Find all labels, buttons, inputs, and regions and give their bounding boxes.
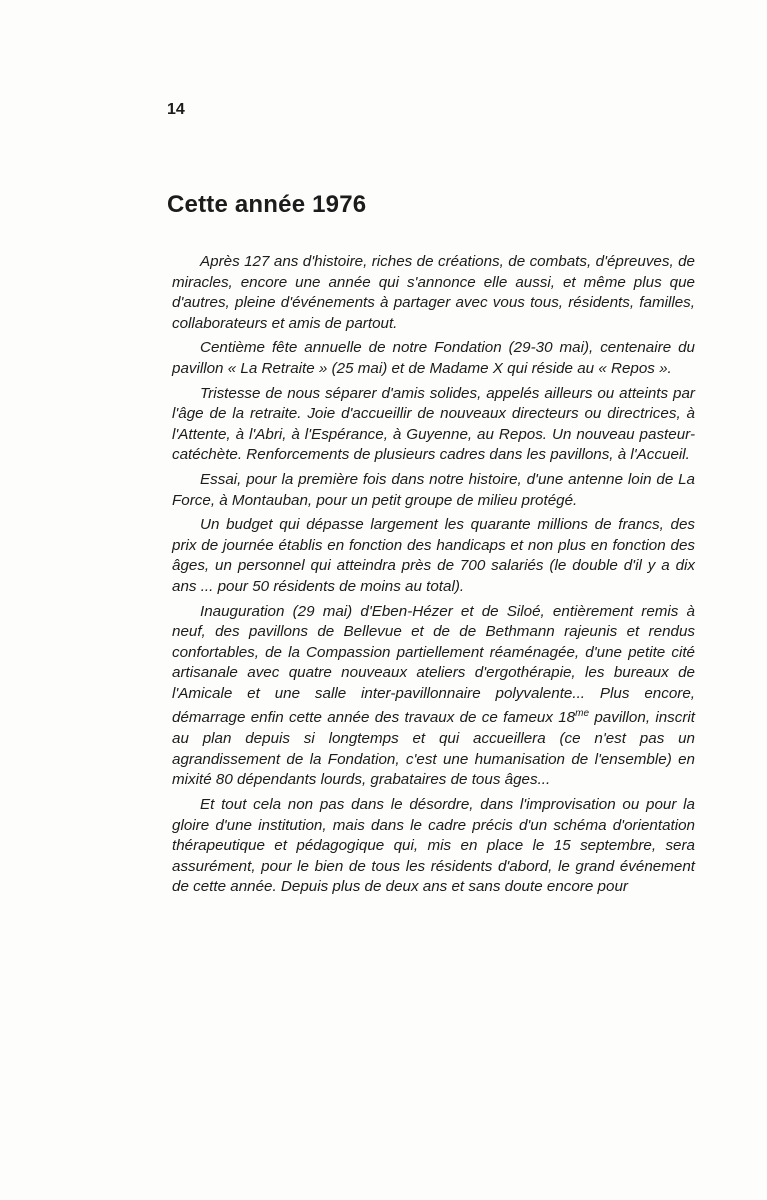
- paragraph-budget: Un budget qui dépasse largement les quarante millions de francs, des prix de journée établis en fonction des handicaps et non plus en fonction des âges, un personnel qui atteindra près de 700 salariés (le double d'il y a dix ans ... pour 50 résidents de moins au total).: [172, 516, 695, 595]
- paragraph-orientation: Et tout cela non pas dans le désordre, dans l'improvisation ou pour la gloire d'une institution, mais dans le cadre précis d'un schéma d'orientation thérapeutique et pédagogique qui, mis en place le 15 septembre, sera assurément, pour le bien de tous les résidents d'abord, le grand événement de cette année. Depuis plus de deux ans et sans doute encore pour: [172, 795, 695, 896]
- page-title: Cette année 1976: [167, 191, 367, 218]
- ordinal-suffix: me: [575, 708, 590, 720]
- paragraph-centenary: Centième fête annuelle de notre Fondation (29-30 mai), centenaire du pavillon « La Retraite » (25 mai) et de Madame X qui réside au « Repos ».: [172, 339, 695, 377]
- page-number: 14: [167, 101, 185, 118]
- paragraph-inauguration: Inauguration (29 mai) d'Eben-Hézer et de Siloé, entièrement remis à neuf, des pavillons de Bellevue et de de Bethmann rajeunis et rendus confortables, de la Compassion partiellement réaménagée, d'une petite cité artisanale avec quatre nouveaux ateliers d'ergothérapie, les bureaux de l'Amicale et une salle inter-pavillonnaire polyvalente... Plus encore, démarrage enfin cette année des travaux de ce fameux $18^{me}$ pavillon, inscrit au plan depuis si longtemps et qui accueillera (ce n'est pas un agrandissement de la Fondation, c'est une humanisation de l'ensemble) en mixité 80 dépendants lourds, grabataires de tous âges...: [172, 602, 696, 789]
- paragraph-montauban: Essai, pour la première fois dans notre histoire, d'une antenne loin de La Force, à Montauban, pour un petit groupe de milieu protégé.: [172, 470, 695, 509]
- paragraph-staff-changes: Tristesse de nous séparer d'amis solides, appelés ailleurs ou atteints par l'âge de la retraite. Joie d'accueillir de nouveaux directeurs ou directrices, à l'Attente, à l'Abri, à l'Espérance, à Guyenne, au Repos. Un nouveau pasteur-catéchète. Renforcements de plusieurs cadres dans les pavillons, à l'Accueil.: [172, 384, 695, 464]
- paragraph-intro: Après 127 ans d'histoire, riches de créations, de combats, d'épreuves, de miracles, encore une année qui s'annonce elle aussi, et même plus que d'autres, pleine d'événements à partager avec vous tous, résidents, familles, collaborateurs et amis de partout.: [172, 253, 695, 332]
- article-body: [172, 252, 695, 902]
